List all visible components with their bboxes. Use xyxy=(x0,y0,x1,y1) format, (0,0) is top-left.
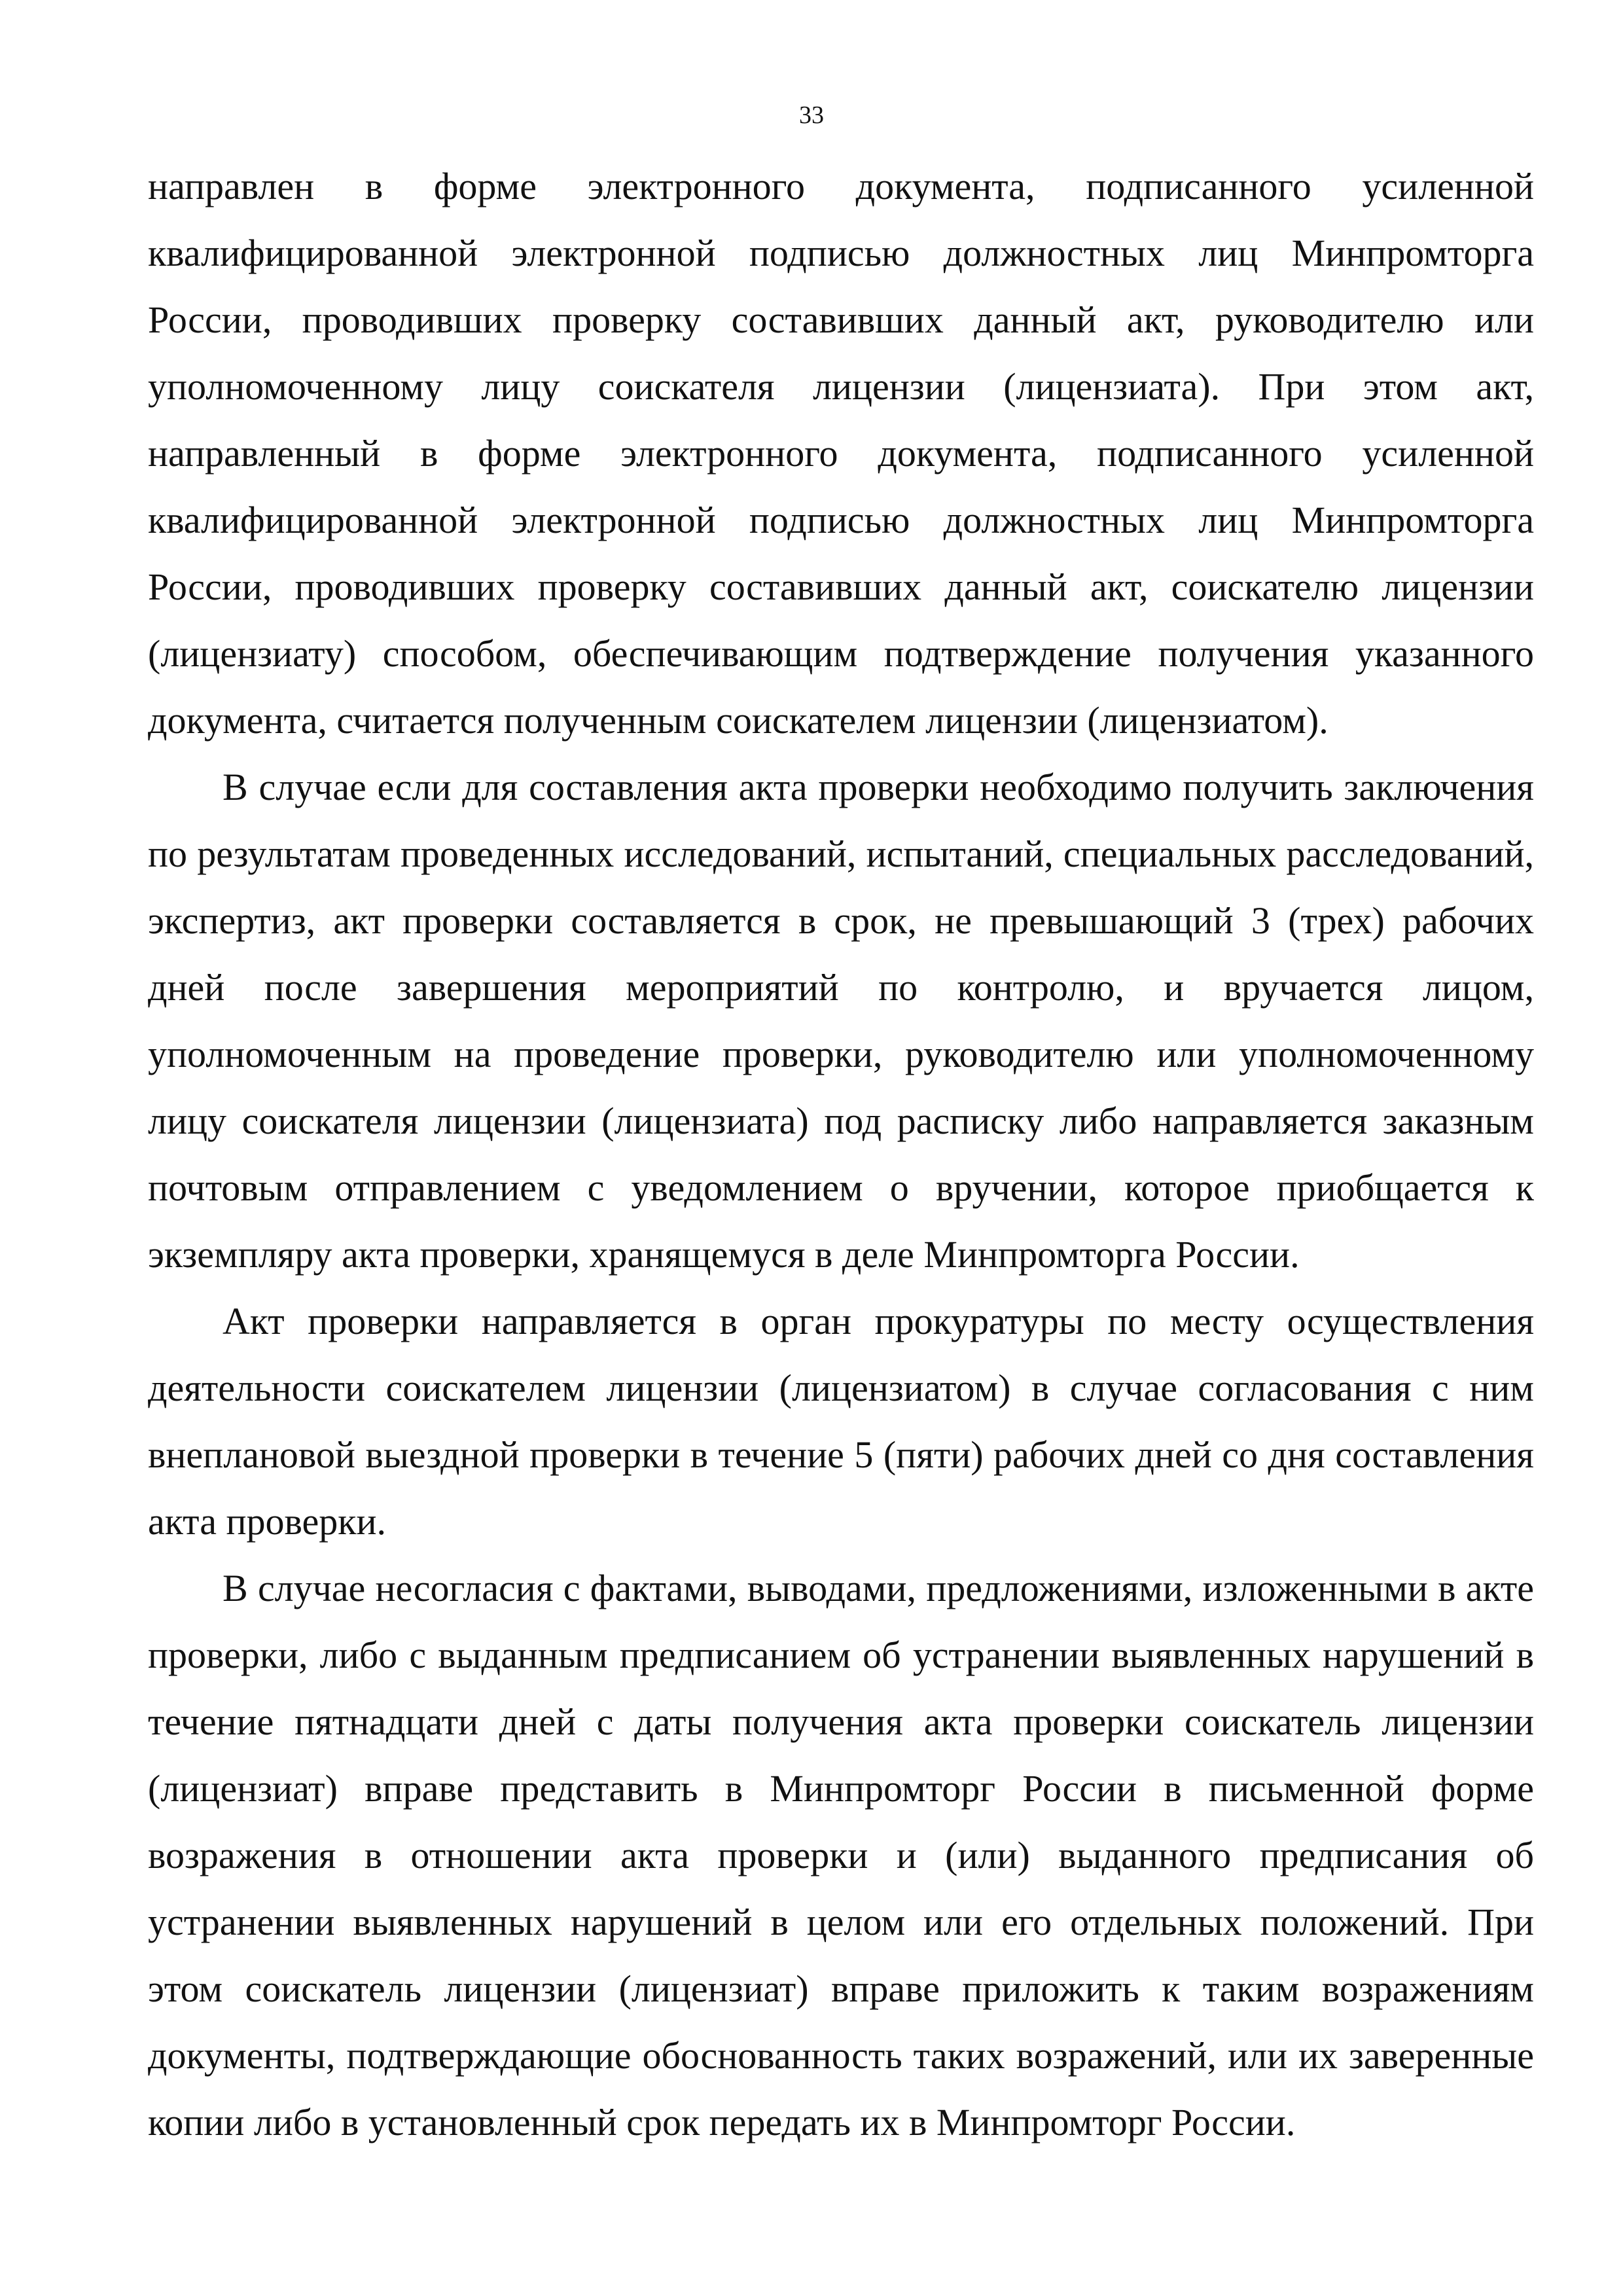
body-text xyxy=(148,153,1534,2156)
paragraph-objections: В случае несогласия с фактами, выводами, предложениями, изложенными в акте проверки, либо с выданным предписанием об устранении выявленных нарушений в течение пятнадцати дней с даты получения акта проверки соискатель лицензии (лицензиат) вправе представить в Минпромторг России в письменной форме возражения в отношении акта проверки и (или) выданного предписания об устранении выявленных нарушений в целом или его отдельных положений. При этом соискатель лицензии (лицензиат) вправе приложить к таким возражениям документы, подтверждающие обоснованность таких возражений, или их заверенные копии либо в установленный срок передать их в Минпромторг России. xyxy=(148,1567,1534,2144)
paragraph-expert-conclusions: В случае если для составления акта проверки необходимо получить заключения по результатам проведенных исследований, испытаний, специальных расследований, экспертиз, акт проверки составляется в срок, не превышающий 3 (трех) рабочих дней после завершения мероприятий по контролю, и вручается лицом, уполномоченным на проведение проверки, руководителю или уполномоченному лицу соискателя лицензии (лицензиата) под расписку либо направляется заказным почтовым отправлением с уведомлением о вручении, которое приобщается к экземпляру акта проверки, хранящемуся в деле Минпромторга России. xyxy=(148,766,1534,1276)
paragraph-continuation: направлен в форме электронного документа, подписанного усиленной квалифицированной электронной подписью должностных лиц Минпромторга России, проводивших проверку составивших данный акт, руководителю или уполномоченному лицу соискателя лицензии (лицензиата). При этом акт, направленный в форме электронного документа, подписанного усиленной квалифицированной электронной подписью должностных лиц Минпромторга России, проводивших проверку составивших данный акт, соискателю лицензии (лицензиату) способом, обеспечивающим подтверждение получения указанного документа, считается полученным соискателем лицензии (лицензиатом). xyxy=(148,165,1534,742)
paragraph-prosecutor-notice: Акт проверки направляется в орган прокуратуры по месту осуществления деятельности соискателем лицензии (лицензиатом) в случае согласования с ним внеплановой выездной проверки в течение 5 (пяти) рабочих дней со дня составления акта проверки. xyxy=(148,1300,1534,1543)
page-number: 33 xyxy=(799,101,824,129)
